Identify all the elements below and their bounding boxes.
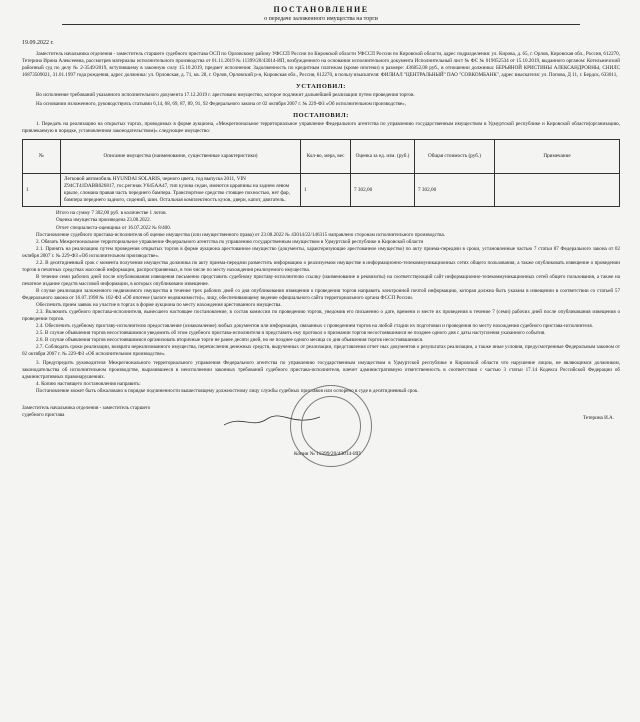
property-table	[22, 139, 620, 208]
summary-total: Итого на сумму 7 302,00 руб. в количестве 1 лотов.	[56, 210, 167, 217]
table-row	[23, 173, 620, 207]
summary-block	[56, 210, 620, 231]
header-qty: Кол-во, мера, вес	[301, 139, 351, 173]
paragraph-appraisal-notice: Постановление судебного пристава-исполнителя об оценке имущества (или имущественного права) от 23.08.2022 № 43014/22/146315 направлено сторонам исполнительного производства.	[36, 231, 445, 238]
paragraph-3: 3. Предупредить руководителя Межрегионального территориального управления Федерального агентства по управлению государственным имуществом в Удмуртской республике и Кировской области что нарушение лицом, не являющимся должником, законодательства об исполнительном производстве, выразившееся в неисполнении законных требований судебного пристава-исполнителя, влечет административную ответственность в соответствии с частью 3 статьи 17.14 Кодекса Российской Федерации об административных правонарушениях.	[22, 359, 620, 380]
header-note: Примечание	[495, 139, 620, 173]
paragraph-2: 2. Обязать Межрегиональное территориальное управление Федерального агентства по управлению государственным имуществом в Удмуртской республике и Кировской области	[36, 238, 424, 245]
document-title: ПОСТАНОВЛЕНИЕ	[273, 5, 369, 14]
paragraph-2-2: 2.2. В десятидневный срок с момента получения имущества должника по акту приема-передачи разместить информацию о реализуемом имуществе в информационно-телекоммуникационных сетях общего пользования, а также опубликовать извещение о проведении торгов в печатных средствах массовой информации, распространяемых, в том числе по месту нахождения реализуемого имущества.	[22, 259, 620, 273]
paragraph-2-3: 2.3. Включить судебного пристава-исполнителя, вынесшего настоящее постановление, в состав комиссии по проведению торгов, уведомив его письменно о дате, времени и месте их проведения в течение 7 (семи) рабочих дней после опубликования извещения о проведении торгов.	[22, 308, 620, 322]
signatory-name: Тетерина И.А.	[582, 414, 614, 421]
row-price: 7 302,00	[351, 173, 415, 207]
paragraph-appeal: Постановление может быть обжаловано в порядке подчиненности вышестоящему должностному лицу службы судебных приставов или оспорено в суде в десятидневный срок.	[36, 387, 419, 394]
intro-paragraph: Заместитель начальника отделения - заместитель старшего судебного пристава ОСП по Орловскому району УФССП России по Кировской области УФССП России по Кировской области, адрес подразделения: ул. Кирова, д. 65, г. Орлов, Кировская обл., Россия, 612270, Тетерина Ирина Алексеевна, рассмотрев материалы исполнительного производства от 01.11.2019 № 11399/20/43014-ИП, возбужденного на основании исполнительного документа Исполнительный лист № ФС № 019052534 от 15.10.2019, выданного органом: Котельничский районный суд по делу № 2-3549/2019, вступившему в законную силу 15.10.2019, предмет исполнения: Задолженность по кредитным платежам (кроме ипотеки) в размере: 436852,08 руб., в отношении должника: БЕРЬЯНОЙ КРИСТИНЫ АЛЕКСАНДРОВНЫ, СНИЛС 16873509021, 31.01.1997 года рождения, адрес должника: ул. Орловская, д. 71, кв. 28, г. Орлов, Орловский р-н, Кировская обл., Россия, 612270, в пользу взыскателя: ФИЛИАЛ "ЦЕНТРАЛЬНЫЙ" ПАО "СОВКОМБАНК", адрес взыскателя: ул. Попова, Д 11, г. Бердск, 633011,	[22, 51, 620, 79]
row-note	[495, 173, 620, 207]
paragraph-2-7: 2.7. Соблюдать сроки реализации, возврата нереализованного имущества, перечисления денежных средств, вырученных от реализации, представления отчет ных документов о результатах реализации, а также иные условия, предусмотренные Федеральным законом от 02 октября 2007 г. № 229-ФЗ «Об исполнительном производстве».	[22, 343, 620, 357]
row-num: 1	[23, 173, 61, 207]
paragraph-2-2-applications: Обеспечить прием заявок на участие в торгах в форме аукциона по месту нахождения арестованного имущества.	[36, 301, 282, 308]
row-qty: 1	[301, 173, 351, 207]
summary-appraisal-date: Оценка имущества произведена 23.08.2022.	[56, 217, 151, 224]
paragraph-2-1: 2.1. Принять на реализацию путем проведения открытых торгов в форме аукциона арестованное имущество (документы, характеризующие арестованное имущество) по акту приема-передачи в сроки, установленные частью 7 статьи 87 Федерального закона от 02 октября 2007 г. № 229-ФЗ «Об исполнительном производстве».	[22, 245, 620, 259]
copy-number: Копия № 11399/20/43014-ИП	[294, 450, 361, 457]
paragraph-2-5: 2.5. В случае объявления торгов несостоявшимися уведомить об этом судебного пристава-исполнителя и представить ему протокол о признании торгов несостоявшимися не позднее одного дня с даты наступления указанного события.	[36, 329, 546, 336]
decree-heading: ПОСТАНОВИЛ:	[293, 111, 349, 119]
summary-appraisal-report: Отчет специалиста-оценщика от 16.07.2022 № 8/400.	[56, 224, 172, 231]
established-paragraph: Во исполнение требований указанного исполнительного документа 17.12.2019 г. арестовано имущество, которое подлежит дальнейшей реализации путем проведения торгов.	[36, 91, 415, 98]
paragraph-2-2-report: В течение семи рабочих дней после опубликования извещения письменно представить судебному приставу-исполнителю ссылку (наименование и реквизиты) на соответствующий сайт информационно-телекоммуникационных сетей общего пользования, а также на печатное издание средств массовой информации, в которых опубликовано извещение.	[22, 273, 620, 287]
decree-intro: 1. Передать на реализацию на открытых торгах, проводимых в форме аукциона, «Межрегиональное территориальное управление Федерального агентства по управлению государственным имуществом в Удмуртской республике и Кировской области(организацию, привлекаемую в порядке, установленном законодательством)» следующее имущество:	[22, 120, 620, 134]
paragraph-2-2-realty: В случае реализации заложенного недвижимого имущества в течение трех рабочих дней со дня опубликования извещения о проведении торгов направить электронной почтой информацию, которая должна быть указана в извещении в соответствии со статьей 57 Федерального закона от 16.07.1998 № 102-ФЗ «Об ипотеке (залоге недвижимости)», лицу, обеспечивающему ведение официального сайта территориального органа ФССП России.	[22, 287, 620, 301]
paragraph-2-6: 2.6. В случае объявления торгов несостоявшимися организовать вторичные торги не ранее десяти дней, но не позднее одного месяца со дня объявления торгов несостоявшимися.	[36, 336, 424, 343]
row-total: 7 302,00	[415, 173, 495, 207]
header-num: №	[23, 139, 61, 173]
table-header-row	[23, 139, 620, 173]
signature-block	[22, 401, 620, 461]
header-price: Оценка за ед. изм. (руб.)	[351, 139, 415, 173]
header-desc: Описание имущества (наименование, существенные характеристики)	[61, 139, 301, 173]
established-heading: УСТАНОВИЛ:	[296, 83, 346, 91]
signature-position: Заместитель начальника отделения - заместитель старшего судебного пристава	[22, 404, 151, 418]
header-total: Общая стоимость (руб.)	[415, 139, 495, 173]
basis-paragraph: На основании изложенного, руководствуясь статьями 6,14, 68, 69, 87, 89, 91, 92 Федерального закона от 02 октября 2007 г. № 229-ФЗ «Об исполнительном производстве»,	[36, 100, 406, 107]
paragraph-4: 4. Копию настоящего постановления направить:	[36, 380, 141, 387]
document-subtitle: о передаче заложенного имущества на торги	[62, 15, 580, 25]
row-desc: Легковой автомобиль HYUNDAI SOLARIS, черного цвета, год выпуска 2011, VIN Z94CT41DABR026817, гос.регзнак У645АА47, тип кузова седан, имеются царапины на заднем левом крыле, сломана правая часть переднего бампера. Транспортное средство стоящее похностью, нет фар, бампера переднего задного, сидений, шин. Остальная комплектность кузов, двери, капот, двигатель.	[61, 173, 301, 207]
document-date: 19.09.2022 г.	[22, 40, 54, 46]
paragraph-2-4: 2.4. Обеспечить судебному приставу-исполнителю предоставление (ознакомление) любых документов или информации, связанных с проведением торгов на любой стадии их подготовки и проведения по месту нахождения судебного пристава-исполнителя.	[36, 322, 593, 329]
